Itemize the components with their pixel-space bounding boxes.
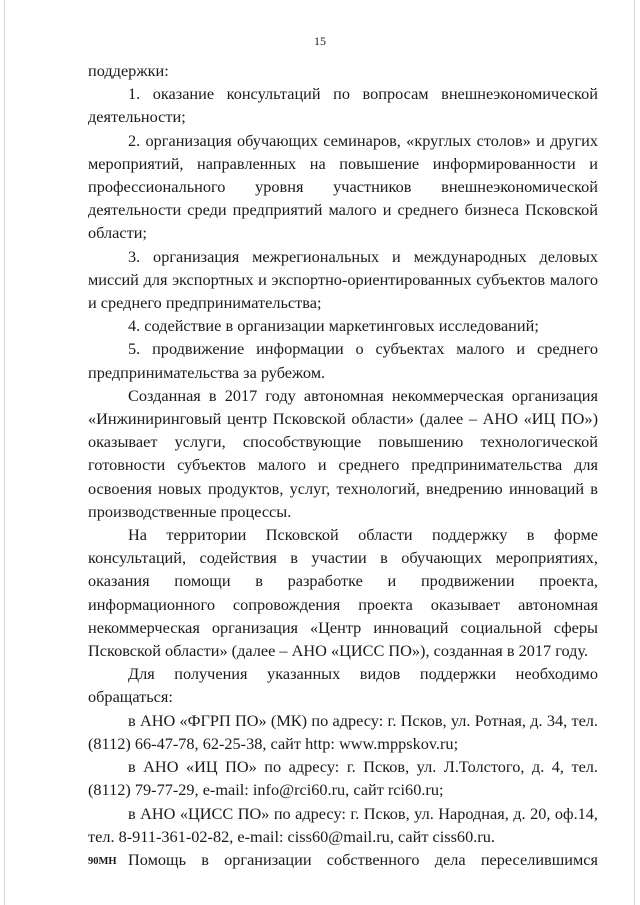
paragraph: Помощь в организации собственного дела переселившимся bbox=[128, 849, 598, 869]
list-item: 2. организация обучающих семинаров, «круглых столов» и других мероприятий, направленных на повышение информированности и профессионального уровня участников внешнеэкономической деятельности среди предприятий малого и среднего бизнеса Псковской области; bbox=[88, 130, 598, 243]
contact-paragraph: в АНО «ФГРП ПО» (МК) по адресу: г. Псков, ул. Ротная, д. 34, тел. (8112) 66-47-78, 62-25-38, сайт http: www.mppskov.ru; bbox=[88, 710, 598, 753]
document-body bbox=[88, 59, 598, 871]
contact-paragraph: в АНО «ИЦ ПО» по адресу: г. Псков, ул. Л.Толстого, д. 4, тел. (8112) 79-77-29, e-mail: info@rci60.ru, сайт rci60.ru; bbox=[88, 757, 598, 800]
paragraph: На территории Псковской области поддержку в форме консультаций, содействия в участии в обучающих мероприятиях, оказания помощи в разработке и продвижении проекта, информационного сопровождения проекта оказывает автономная некоммерческая организация «Центр инноваций социальной сферы Псковской области» (далее – АНО «ЦИСС ПО»), созданная в 2017 году. bbox=[88, 525, 598, 661]
page-number: 15 bbox=[314, 34, 326, 48]
paragraph: поддержки: bbox=[88, 61, 169, 80]
contact-paragraph: в АНО «ЦИСС ПО» по адресу: г. Псков, ул. Народная, д. 20, оф.14, тел. 8-911-361-02-82, e-mail: ciss60@mail.ru, сайт ciss60.ru. bbox=[88, 803, 598, 846]
scan-edge-right bbox=[634, 0, 635, 905]
list-item: 5. продвижение информации о субъектах малого и среднего предпринимательства за рубежом. bbox=[88, 339, 598, 382]
paragraph: Для получения указанных видов поддержки необходимо обращаться: bbox=[88, 664, 598, 707]
scan-edge-left bbox=[4, 0, 5, 905]
list-item: 1. оказание консультаций по вопросам внешнеэкономической деятельности; bbox=[88, 84, 598, 127]
list-item: 3. организация межрегиональных и международных деловых миссий для экспортных и экспортно-ориентированных субъектов малого и среднего предпринимательства; bbox=[88, 246, 598, 313]
list-item: 4. содействие в организации маркетинговых исследований; bbox=[128, 316, 539, 336]
paragraph: Созданная в 2017 году автономная некоммерческая организация «Инжиниринговый центр Псковской области» (далее – АНО «ИЦ ПО») оказывает услуги, способствующие повышению технологической готовности субъектов малого и среднего предпринимательства для освоения новых продуктов, услуг, технологий, внедрению инноваций в производственные процессы. bbox=[88, 385, 598, 521]
footer-code: 90МН bbox=[88, 856, 117, 867]
